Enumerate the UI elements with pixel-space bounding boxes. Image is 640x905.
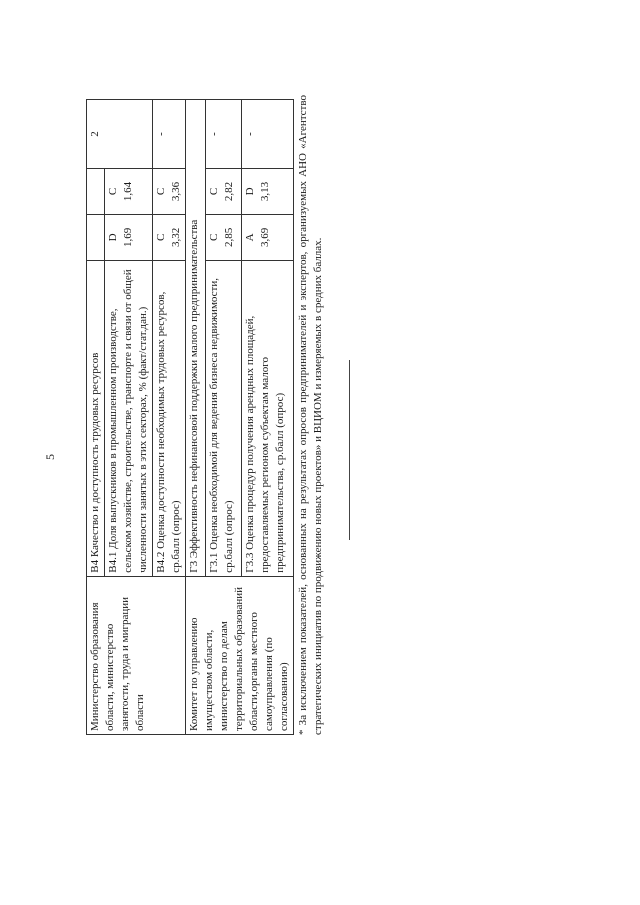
indicator-label-cell: Г3.3 Оценка процедур получения арендных площадей, предоставляемых регионом субъектам малого предпринимательства, ср.балл (опрос): [241, 260, 293, 576]
footnote-separator: [349, 360, 350, 540]
score-value: 1,69: [122, 227, 134, 247]
empty-cell: [87, 168, 105, 214]
indicator-label-cell: Г3.1 Оценка необходимой для ведения бизнеса недвижимости, ср.балл (опрос): [205, 260, 241, 576]
value-cell: [153, 214, 186, 260]
score-value: 1,64: [122, 181, 134, 202]
score-value: 3,69: [258, 227, 271, 247]
value-cell: [241, 168, 293, 214]
value-cell: [105, 214, 153, 260]
indicator-label-cell: В4.2 Оценка доступности необходимых трудовых ресурсов, ср.балл (опрос): [153, 260, 186, 576]
grade-letter: C: [207, 233, 220, 242]
score-value: 2,82: [222, 181, 235, 202]
target-cell: -: [153, 100, 186, 169]
grade-letter: C: [155, 233, 167, 242]
score-value: 3,13: [258, 181, 271, 202]
empty-cell: [87, 214, 105, 260]
grade-letter: C: [207, 187, 220, 196]
value-cell: [105, 168, 153, 214]
value-cell: [205, 168, 241, 214]
grade-letter: D: [243, 187, 256, 196]
value-cell: [153, 168, 186, 214]
target-cell: 2: [87, 100, 153, 169]
section-heading-cell: В4 Качество и доступность трудовых ресурсов: [87, 260, 105, 576]
section-heading-cell: Г3 Эффективность нефинансовой поддержки малого предпринимательства: [186, 100, 206, 577]
responsible-department-cell: Комитет по управлению имуществом области, министерство по делам территориальных образований области,органы местного самоуправления (по согласованию): [186, 576, 294, 734]
grade-letter: C: [155, 187, 167, 196]
page-number: 5: [43, 454, 57, 460]
footnote-text: * За исключением показателей, основанных на результатах опросов предпринимателей и экспертов, организуемых АНО «Агентство стратегических инициатив по продвижению новых проектов» и ВЦИОМ и измеряемых в средних баллах.: [297, 95, 324, 735]
indicator-table: [86, 99, 294, 735]
score-value: 3,36: [170, 181, 182, 202]
value-cell: [205, 214, 241, 260]
table-row: [186, 100, 206, 735]
grade-letter: D: [107, 233, 119, 242]
grade-letter: A: [243, 233, 256, 242]
target-cell: -: [205, 100, 241, 169]
table-row: [87, 100, 105, 735]
grade-letter: C: [107, 187, 119, 196]
score-value: 3,32: [170, 227, 182, 247]
value-cell: [241, 214, 293, 260]
responsible-department-cell: Министерство образования области, министерство занятости, труда и миграции области: [87, 576, 186, 734]
indicator-label-cell: В4.1 Доля выпускников в промышленном производстве, сельском хозяйстве, строительстве, транспорте и связи от общей численности занятых в этих секторах, % (факт/стат.дан.): [105, 260, 153, 576]
target-cell: -: [241, 100, 293, 169]
score-value: 2,85: [222, 227, 235, 247]
